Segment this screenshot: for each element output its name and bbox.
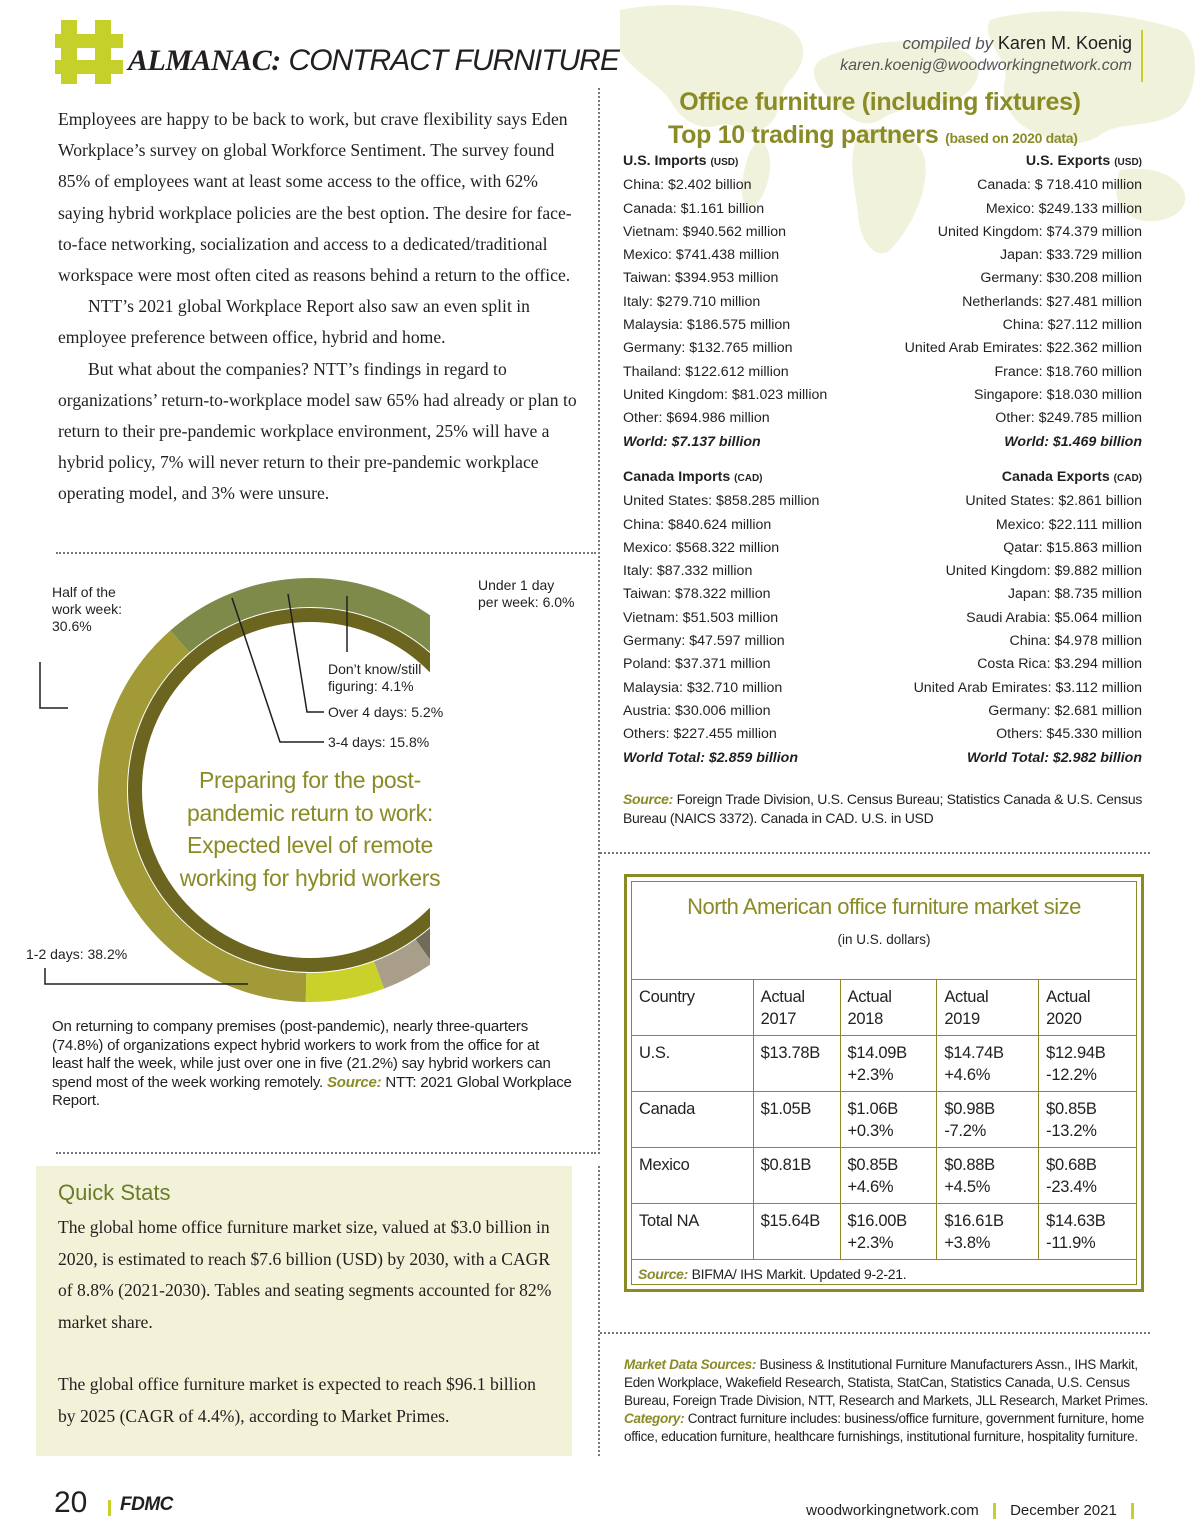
trade-title-line1: Office furniture (including fixtures) [679, 88, 1081, 116]
market-source-label: Source: [638, 1266, 689, 1282]
canada-exports-heading-text: Canada Exports [1001, 469, 1110, 485]
market-table-subtitle: (in U.S. dollars) [837, 932, 931, 947]
donut-caption-text: On returning to company premises (post-pandemic), nearly three-quarters (74.8%) of organizations expect hybrid workers to work from the office for at least half the week, while just over one in five (21.2%) say hybrid workers can spend most of the week working remotely. [52, 1018, 551, 1091]
us-exports-unit: (USD) [1114, 157, 1142, 168]
canada-imports-list [623, 466, 819, 770]
market-table-title: North American office furniture market size [687, 894, 1081, 919]
footer-site[interactable]: woodworkingnetwork.com [806, 1502, 979, 1519]
quick-stats-body [58, 1212, 552, 1432]
trade-partner-item: Germany: $132.765 million [623, 340, 793, 357]
page-number: 20 [54, 1486, 88, 1519]
table-cell: $0.81B [753, 1148, 840, 1204]
market-source-text: BIFMA/ IHS Markit. Updated 9-2-21. [691, 1266, 907, 1282]
intro-paragraph-2: NTT’s 2021 global Workplace Report also saw an even split in employee preference between office, hybrid and home. [58, 296, 530, 348]
table-cell: $12.94B -12.2% [1039, 1036, 1137, 1092]
trade-partner-item: Vietnam: $940.562 million [623, 223, 786, 240]
divider-intro [56, 552, 596, 554]
trade-partner-item: Japan: $33.729 million [1000, 247, 1142, 264]
label-under-1-day-line1: Under 1 day [478, 577, 555, 593]
trade-partner-item: Germany: $47.597 million [623, 633, 785, 650]
canada-exports-heading [914, 466, 1142, 490]
us-exports-list [905, 150, 1142, 454]
table-cell: $0.88B +4.5% [937, 1148, 1039, 1204]
table-cell: $0.68B -23.4% [1039, 1148, 1137, 1204]
donut-chart-title: Preparing for the post-pandemic return to work: Expected level of remote working for hybrid workers [179, 767, 441, 891]
table-cell: Canada [632, 1092, 754, 1148]
trade-partner-item: United Arab Emirates: $3.112 million [913, 679, 1142, 696]
label-half-week-line3: 30.6% [52, 618, 92, 634]
quick-stats-paragraph-2: The global office furniture market is expected to reach $96.1 billion by 2025 (CAGR of 4.4%), according to Market Primes. [58, 1374, 536, 1426]
canada-exports-total: World Total: $2.982 billion [966, 749, 1142, 766]
trade-partner-item: China: $2.402 billion [623, 177, 752, 194]
trade-partner-item: Japan: $8.735 million [1007, 586, 1142, 603]
trade-title-line2 [668, 121, 1078, 150]
trade-partner-item: United Kingdom: $81.023 million [623, 386, 828, 403]
label-dont-know-line2: figuring: 4.1% [328, 678, 414, 694]
table-row [632, 1204, 1137, 1260]
trade-partner-item: Others: $227.455 million [623, 726, 777, 743]
label-under-1-day-line2: per week: 6.0% [478, 594, 575, 610]
table-cell: $15.64B [753, 1204, 840, 1260]
almanac-logo-mark [55, 20, 123, 84]
footer-info [806, 1502, 1134, 1519]
trade-partner-item: Mexico: $249.133 million [985, 200, 1142, 217]
author-email[interactable]: karen.koenig@woodworkingnetwork.com [840, 57, 1132, 74]
us-exports-items [905, 174, 1142, 430]
canada-imports-heading-text: Canada Imports [623, 469, 731, 485]
sources-label: Market Data Sources: [624, 1357, 757, 1372]
market-table-body [632, 1036, 1137, 1260]
trade-source [623, 790, 1143, 828]
trade-partner-item: United Arab Emirates: $22.362 million [904, 340, 1142, 357]
market-column-header: Actual 2020 [1039, 980, 1137, 1036]
table-cell: $13.78B [753, 1036, 840, 1092]
table-cell: $0.85B +4.6% [840, 1148, 937, 1204]
table-cell: $14.09B +2.3% [840, 1036, 937, 1092]
trade-partner-item: United Kingdom: $74.379 million [937, 223, 1142, 240]
trade-partner-item: Other: $249.785 million [995, 410, 1142, 427]
market-data-sources [624, 1356, 1154, 1446]
trade-partner-item: Malaysia: $32.710 million [623, 679, 783, 696]
footer-date: December 2021 [1010, 1502, 1117, 1519]
trade-partner-item: Malaysia: $186.575 million [623, 317, 791, 334]
canada-exports-unit: (CAD) [1113, 473, 1142, 484]
label-under-1-day [478, 577, 575, 611]
market-size-table [631, 979, 1137, 1260]
trade-partner-item: Netherlands: $27.481 million [962, 293, 1142, 310]
intro-article [58, 104, 578, 510]
table-row [632, 1148, 1137, 1204]
table-cell: $14.74B +4.6% [937, 1036, 1039, 1092]
canada-imports-items [623, 490, 819, 746]
us-imports-list [623, 150, 827, 454]
market-column-header: Country [632, 980, 754, 1036]
section-title [128, 44, 619, 78]
table-cell: $1.06B +0.3% [840, 1092, 937, 1148]
trade-partner-item: Other: $694.986 million [623, 410, 770, 427]
trade-source-label: Source: [623, 791, 674, 807]
market-column-header: Actual 2019 [937, 980, 1039, 1036]
trade-partner-item: Germany: $30.208 million [980, 270, 1142, 287]
table-cell: $0.98B -7.2% [937, 1092, 1039, 1148]
trade-source-text: Foreign Trade Division, U.S. Census Bureau; Statistics Canada & U.S. Census Bureau (NAICS 3372). Canada in CAD. U.S. in USD [623, 791, 1143, 826]
us-imports-heading-text: U.S. Imports [623, 153, 707, 169]
trade-partner-item: Mexico: $22.111 million [995, 516, 1142, 533]
section-name: CONTRACT FURNITURE [288, 44, 619, 77]
table-cell: $0.85B -13.2% [1039, 1092, 1137, 1148]
canada-exports-items [914, 490, 1142, 746]
trade-partner-item: Mexico: $568.322 million [623, 539, 780, 556]
trade-partner-item: Canada: $ 718.410 million [977, 177, 1142, 194]
column-divider-lower [598, 1166, 600, 1456]
byline-accent-bar [1141, 30, 1143, 82]
us-imports-heading [623, 150, 827, 174]
donut-caption [52, 1018, 572, 1111]
label-over-4-days: Over 4 days: 5.2% [328, 704, 444, 720]
trade-partner-item: China: $27.112 million [1002, 317, 1142, 334]
trade-partner-item: Qatar: $15.863 million [1003, 539, 1142, 556]
trade-partner-item: Canada: $1.161 billion [623, 200, 765, 217]
us-exports-heading-text: U.S. Exports [1025, 153, 1111, 169]
quick-stats-paragraph-1: The global home office furniture market size, valued at $3.0 billion in 2020, is estimated to reach $7.6 billion (USD) by 2030, with a CAGR of 8.8% (2021-2030). Tables and seating segments accounted for 82% market share. [58, 1217, 552, 1332]
table-row [632, 1036, 1137, 1092]
table-cell: $16.61B +3.8% [937, 1204, 1039, 1260]
column-divider [598, 88, 600, 1154]
trade-title-main: Top 10 trading partners [668, 121, 939, 149]
label-half-week-line1: Half of the [52, 584, 116, 600]
label-1-2-days: 1-2 days: 38.2% [26, 946, 128, 962]
table-row [632, 1092, 1137, 1148]
trade-partner-item: France: $18.760 million [994, 363, 1142, 380]
intro-paragraph-3: But what about the companies? NTT’s findings in regard to organizations’ return-to-workplace model saw 65% had already or plan to return to their pre-pandemic workplace environment, 25% will have a hybrid policy, 7% will never return to their pre-pandemic workplace operating model, and 3% were unsure. [58, 358, 577, 504]
divider-donut [56, 1152, 596, 1154]
label-3-4-days: 3-4 days: 15.8% [328, 734, 430, 750]
market-table-header-row [632, 980, 1137, 1036]
fdmc-logo: FDMC [120, 1494, 173, 1515]
sources-text: Business & Institutional Furniture Manufacturers Assn., IHS Markit, Eden Workplace, Wakefield Research, Statista, StatCan, Statistics Canada, U.S. Census Bureau, Foreign Trade Division, NTT, Research and Markets, JLL Research, Market Primes. [624, 1357, 1149, 1408]
us-imports-total: World: $7.137 billion [623, 433, 761, 450]
canada-imports-total: World Total: $2.859 billion [623, 749, 799, 766]
table-cell: $14.63B -11.9% [1039, 1204, 1137, 1260]
footer-accent-bar-left [108, 1500, 111, 1516]
trade-partner-item: Vietnam: $51.503 million [623, 609, 779, 626]
quick-stats-title: Quick Stats [58, 1180, 171, 1205]
trade-partner-item: Taiwan: $78.322 million [623, 586, 771, 603]
canada-imports-heading [623, 466, 819, 490]
table-cell: U.S. [632, 1036, 754, 1092]
trade-partner-item: Taiwan: $394.953 million [623, 270, 779, 287]
byline-prefix: compiled by [902, 34, 994, 53]
almanac-label: ALMANAC: [128, 44, 281, 77]
canada-imports-unit: (CAD) [734, 473, 763, 484]
divider-trade [600, 852, 1150, 854]
category-label: Category: [624, 1411, 685, 1426]
us-exports-heading [905, 150, 1142, 174]
category-text: Contract furniture includes: business/office furniture, government furniture, home office, education furniture, healthcare furnishings, institutional furniture, hospitality furniture. [624, 1411, 1144, 1444]
us-exports-total: World: $1.469 billion [1004, 433, 1142, 450]
footer-divider-bar [993, 1503, 996, 1519]
us-imports-unit: (USD) [710, 157, 739, 168]
author-name: Karen M. Koenig [997, 33, 1132, 53]
trade-partner-item: Italy: $87.332 million [623, 563, 753, 580]
trade-partner-item: Thailand: $122.612 million [623, 363, 789, 380]
table-cell: $1.05B [753, 1092, 840, 1148]
table-cell: Mexico [632, 1148, 754, 1204]
market-column-header: Actual 2017 [753, 980, 840, 1036]
trade-partner-item: Others: $45.330 million [996, 726, 1142, 743]
trade-partner-item: Italy: $279.710 million [623, 293, 761, 310]
donut-source-text: NTT: 2021 Global Workplace Report. [52, 1073, 572, 1109]
footer-end-bar [1131, 1503, 1134, 1519]
label-half-week [52, 584, 122, 635]
trade-partner-item: Austria: $30.006 million [623, 702, 771, 719]
divider-market [600, 1332, 1150, 1334]
trade-partner-item: Mexico: $741.438 million [623, 247, 780, 264]
trade-partner-item: United Kingdom: $9.882 million [945, 563, 1142, 580]
table-cell: $16.00B +2.3% [840, 1204, 937, 1260]
market-column-header: Actual 2018 [840, 980, 937, 1036]
trade-partner-item: United States: $858.285 million [623, 493, 820, 510]
us-imports-items [623, 174, 827, 430]
trade-partner-item: United States: $2.861 billion [965, 493, 1142, 510]
trade-title-note: (based on 2020 data) [945, 130, 1078, 146]
trade-partner-item: Saudi Arabia: $5.064 million [966, 609, 1142, 626]
trade-partner-item: Poland: $37.371 million [623, 656, 771, 673]
trade-partner-item: China: $840.624 million [623, 516, 772, 533]
intro-paragraph-1: Employees are happy to be back to work, but crave flexibility says Eden Workplace’s survey on global Workforce Sentiment. The survey found 85% of employees want at least some access to the office, with 62% saying hybrid workplace policies are the best option. The desire for face-to-face networking, socialization and access to a dedicated/traditional workspace were most often cited as reasons behind a return to the office. [58, 109, 572, 286]
canada-exports-list [914, 466, 1142, 770]
byline [902, 33, 1132, 54]
label-half-week-line2: work week: [52, 601, 123, 617]
trade-partner-item: Germany: $2.681 million [988, 702, 1142, 719]
market-table-source [638, 1266, 906, 1282]
leader-half-week [40, 662, 68, 708]
label-dont-know-line1: Don’t know/still [328, 661, 422, 677]
trade-partner-item: Costa Rica: $3.294 million [977, 656, 1142, 673]
table-cell: Total NA [632, 1204, 754, 1260]
trade-partner-item: Singapore: $18.030 million [974, 386, 1142, 403]
label-dont-know [328, 661, 421, 695]
trade-partner-item: China: $4.978 million [1009, 633, 1142, 650]
donut-source-label: Source: [327, 1073, 382, 1091]
